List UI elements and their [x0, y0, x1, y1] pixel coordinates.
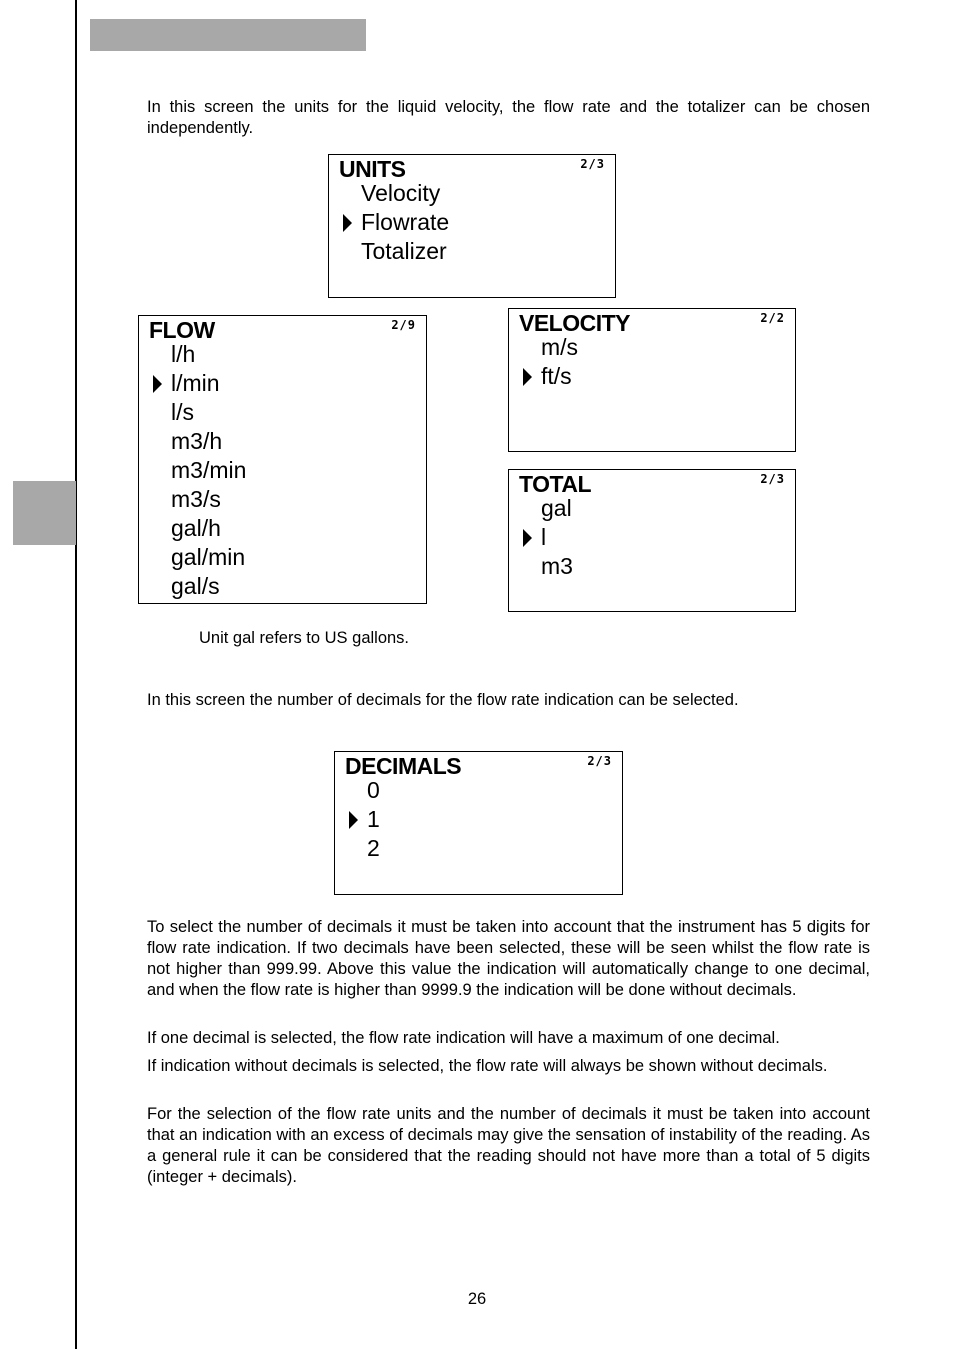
flow-lcd-screen: [138, 315, 427, 604]
lcd-menu-item[interactable]: [519, 552, 573, 581]
lcd-menu-item[interactable]: [149, 398, 246, 427]
selection-cursor-icon: [523, 529, 532, 547]
lcd-item-label: l: [541, 524, 547, 550]
lcd-page-indicator: 2/3: [580, 157, 605, 171]
lcd-menu: [149, 340, 246, 601]
page-number: 26: [467, 1290, 487, 1308]
lcd-menu: [519, 494, 573, 581]
lcd-menu-item[interactable]: [519, 494, 573, 523]
selection-cursor-icon: [349, 811, 358, 829]
lcd-menu-item[interactable]: [339, 208, 449, 237]
lcd-item-label: Flowrate: [361, 209, 450, 235]
lcd-menu-item[interactable]: [339, 179, 449, 208]
lcd-item-label: m3/h: [171, 428, 223, 454]
lcd-item-label: 2: [367, 835, 380, 861]
lcd-menu-item[interactable]: [149, 514, 246, 543]
lcd-menu: [519, 333, 578, 391]
gal-note: Unit gal refers to US gallons.: [199, 629, 410, 647]
lcd-menu-item[interactable]: [345, 805, 380, 834]
lcd-menu-item[interactable]: [345, 776, 380, 805]
lcd-menu-item[interactable]: [345, 834, 380, 863]
selection-cursor-icon: [153, 375, 162, 393]
lcd-menu-item[interactable]: [149, 572, 246, 601]
decimals-intro-text: In this screen the number of decimals for the flow rate indication can be selected.: [147, 691, 739, 709]
lcd-item-label: ft/s: [541, 363, 572, 389]
chapter-side-tab: [13, 481, 76, 545]
lcd-item-label: m3/s: [171, 486, 221, 512]
lcd-page-indicator: 2/3: [760, 472, 785, 486]
lcd-page-indicator: 2/3: [587, 754, 612, 768]
body-paragraph: If one decimal is selected, the flow rate indication will have a maximum of one decimal.: [147, 1029, 780, 1047]
units-lcd-screen: [328, 154, 616, 298]
lcd-item-label: m3: [541, 553, 573, 579]
body-paragraph: If indication without decimals is selected, the flow rate will always be shown without decimals.: [147, 1057, 828, 1075]
lcd-menu-item[interactable]: [339, 237, 449, 266]
lcd-menu-item[interactable]: [149, 340, 246, 369]
total-lcd-screen: [508, 469, 796, 612]
lcd-menu-item[interactable]: [519, 333, 578, 362]
lcd-item-label: 0: [367, 777, 380, 803]
lcd-page-indicator: 2/2: [760, 311, 785, 325]
lcd-item-label: Totalizer: [361, 238, 447, 264]
lcd-item-label: gal/min: [171, 544, 246, 570]
lcd-menu-item[interactable]: [149, 456, 246, 485]
margin-rule: [75, 0, 77, 1349]
lcd-menu-item[interactable]: [149, 369, 246, 398]
section-header-bar: [90, 19, 366, 51]
lcd-menu-item[interactable]: [149, 543, 246, 572]
selection-cursor-icon: [523, 368, 532, 386]
lcd-page-indicator: 2/9: [391, 318, 416, 332]
selection-cursor-icon: [343, 214, 352, 232]
velocity-lcd-screen: [508, 308, 796, 452]
lcd-item-label: m3/min: [171, 457, 247, 483]
lcd-menu-item[interactable]: [519, 523, 573, 552]
lcd-menu-item[interactable]: [519, 362, 578, 391]
lcd-title: TOTAL: [519, 471, 592, 497]
lcd-title: DECIMALS: [345, 753, 462, 779]
lcd-item-label: gal: [541, 495, 572, 521]
units-intro-text: In this screen the units for the liquid velocity, the flow rate and the totalizer can be chosen independently.: [147, 98, 870, 137]
lcd-item-label: gal/h: [171, 515, 221, 541]
lcd-item-label: l/h: [171, 341, 196, 367]
lcd-item-label: Velocity: [361, 180, 441, 206]
lcd-menu: [345, 776, 380, 863]
body-paragraph: For the selection of the flow rate units and the number of decimals it must be taken into account that an indication with an excess of decimals may give the sensation of instability of the reading. As a general rule it can be considered that the reading should not have more than a total of 5 digits (integer + decimals).: [147, 1105, 870, 1186]
lcd-item-label: l/min: [171, 370, 220, 396]
lcd-title: UNITS: [339, 156, 406, 182]
lcd-item-label: 1: [367, 806, 380, 832]
lcd-menu-item[interactable]: [149, 485, 246, 514]
lcd-item-label: l/s: [171, 399, 194, 425]
lcd-menu-item[interactable]: [149, 427, 246, 456]
lcd-item-label: gal/s: [171, 573, 220, 599]
body-paragraph: To select the number of decimals it must be taken into account that the instrument has 5 digits for flow rate indication. If two decimals have been selected, these will be seen whilst the flow rate is not higher than 999.99. Above this value the indication will automatically change to one decimal, and when the flow rate is higher than 9999.9 the indication will be done without decimals.: [147, 918, 870, 999]
lcd-title: VELOCITY: [519, 310, 631, 336]
lcd-menu: [339, 179, 449, 266]
lcd-item-label: m/s: [541, 334, 579, 360]
lcd-title: FLOW: [149, 317, 215, 343]
decimals-lcd-screen: [334, 751, 623, 895]
